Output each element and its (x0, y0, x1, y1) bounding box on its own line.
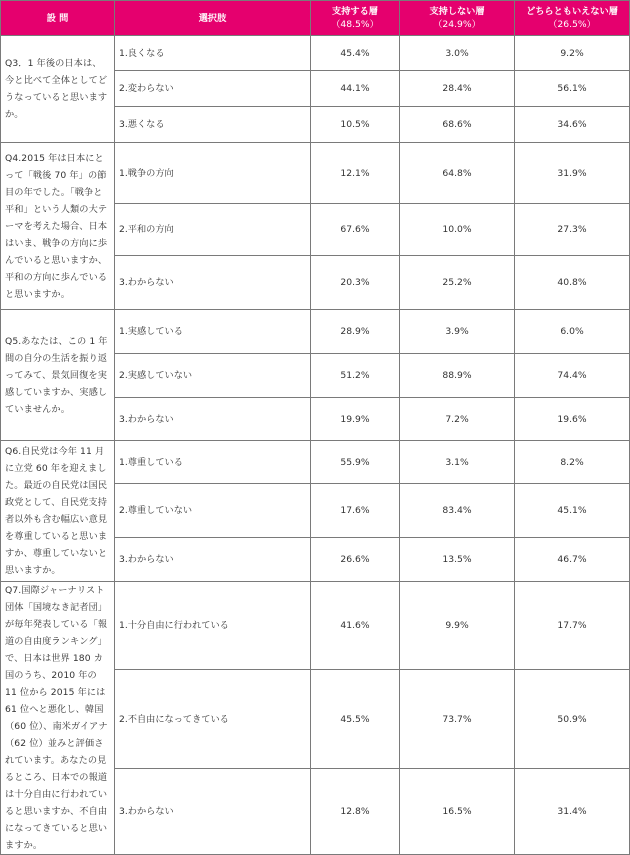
option-label: 1.戦争の方向 (115, 143, 311, 204)
option-label: 1.実感している (115, 310, 311, 354)
non-supporters-value: 13.5% (400, 538, 515, 582)
neutral-value: 74.4% (515, 354, 630, 398)
supporters-value: 20.3% (311, 256, 400, 310)
question-text: Q7.国際ジャーナリスト団体「国境なき記者団」が毎年発表している「報道の自由度ランキング」で、日本は世界 180 カ国のうち、2010 年の 11 位から 2015 年には 61 位へと悪化し、韓国（60 位）、南米ガイアナ（62 位）並みと評価されています。あなたの見るところ、日本での報道は十分自由に行われていると思いますか、不自由になってきていると思いますか。 (1, 582, 115, 855)
table-body (1, 36, 630, 855)
table-row (1, 441, 630, 484)
option-label: 2.尊重していない (115, 484, 311, 538)
header-supporters (311, 1, 400, 36)
header-non-supporters-label: 支持しない層 (429, 6, 485, 17)
table-row (1, 582, 630, 670)
supporters-value: 12.8% (311, 769, 400, 855)
option-label: 3.わからない (115, 398, 311, 441)
neutral-value: 50.9% (515, 669, 630, 769)
option-label: 2.不自由になってきている (115, 669, 311, 769)
neutral-value: 34.6% (515, 107, 630, 143)
non-supporters-value: 25.2% (400, 256, 515, 310)
table-row (1, 310, 630, 354)
neutral-value: 56.1% (515, 71, 630, 107)
supporters-value: 67.6% (311, 204, 400, 256)
question-text: Q6.自民党は今年 11 月に立党 60 年を迎えました。最近の自民党は国民政党として、自民党支持者以外も含む幅広い意見を尊重していると思いますか、尊重していないと思いますか。 (1, 441, 115, 582)
header-supporters-label: 支持する層 (332, 6, 378, 17)
non-supporters-value: 68.6% (400, 107, 515, 143)
neutral-value: 6.0% (515, 310, 630, 354)
option-label: 3.わからない (115, 538, 311, 582)
option-label: 3.わからない (115, 256, 311, 310)
supporters-value: 45.5% (311, 669, 400, 769)
non-supporters-value: 83.4% (400, 484, 515, 538)
header-question: 設 問 (1, 1, 115, 36)
supporters-value: 17.6% (311, 484, 400, 538)
neutral-value: 46.7% (515, 538, 630, 582)
option-label: 1.尊重している (115, 441, 311, 484)
question-text: Q4.2015 年は日本にとって「戦後 70 年」の節目の年でした。「戦争と平和」という人類の大テーマを考えた場合、日本はいま、戦争の方向に歩んでいると思いますか、平和の方向に歩んでいると思いますか。 (1, 143, 115, 310)
neutral-value: 27.3% (515, 204, 630, 256)
supporters-value: 45.4% (311, 36, 400, 71)
non-supporters-value: 3.9% (400, 310, 515, 354)
neutral-value: 45.1% (515, 484, 630, 538)
table-header (1, 1, 630, 36)
option-label: 2.実感していない (115, 354, 311, 398)
supporters-value: 41.6% (311, 582, 400, 670)
supporters-value: 28.9% (311, 310, 400, 354)
table-row (1, 143, 630, 204)
non-supporters-value: 3.0% (400, 36, 515, 71)
header-non-supporters-share: （24.9%） (433, 19, 481, 30)
header-neutral (515, 1, 630, 36)
header-non-supporters (400, 1, 515, 36)
option-label: 1.良くなる (115, 36, 311, 71)
option-label: 3.わからない (115, 769, 311, 855)
supporters-value: 12.1% (311, 143, 400, 204)
option-label: 2.平和の方向 (115, 204, 311, 256)
neutral-value: 17.7% (515, 582, 630, 670)
header-options: 選択肢 (115, 1, 311, 36)
header-supporters-share: （48.5%） (331, 19, 379, 30)
neutral-value: 8.2% (515, 441, 630, 484)
header-row (1, 1, 630, 36)
supporters-value: 51.2% (311, 354, 400, 398)
neutral-value: 19.6% (515, 398, 630, 441)
option-label: 1.十分自由に行われている (115, 582, 311, 670)
non-supporters-value: 9.9% (400, 582, 515, 670)
non-supporters-value: 88.9% (400, 354, 515, 398)
supporters-value: 10.5% (311, 107, 400, 143)
non-supporters-value: 7.2% (400, 398, 515, 441)
supporters-value: 44.1% (311, 71, 400, 107)
option-label: 2.変わらない (115, 71, 311, 107)
neutral-value: 31.9% (515, 143, 630, 204)
neutral-value: 9.2% (515, 36, 630, 71)
question-text: Q5.あなたは、この 1 年間の自分の生活を振り返ってみて、景気回復を実感していますか、実感していませんか。 (1, 310, 115, 441)
non-supporters-value: 16.5% (400, 769, 515, 855)
supporters-value: 19.9% (311, 398, 400, 441)
supporters-value: 55.9% (311, 441, 400, 484)
header-neutral-share: （26.5%） (548, 19, 596, 30)
question-text: Q3．1 年後の日本は、今と比べて全体としてどうなっていると思いますか。 (1, 36, 115, 143)
non-supporters-value: 73.7% (400, 669, 515, 769)
table-row (1, 36, 630, 71)
neutral-value: 31.4% (515, 769, 630, 855)
non-supporters-value: 10.0% (400, 204, 515, 256)
non-supporters-value: 64.8% (400, 143, 515, 204)
neutral-value: 40.8% (515, 256, 630, 310)
non-supporters-value: 3.1% (400, 441, 515, 484)
non-supporters-value: 28.4% (400, 71, 515, 107)
supporters-value: 26.6% (311, 538, 400, 582)
header-neutral-label: どちらともいえない層 (526, 6, 618, 17)
option-label: 3.悪くなる (115, 107, 311, 143)
